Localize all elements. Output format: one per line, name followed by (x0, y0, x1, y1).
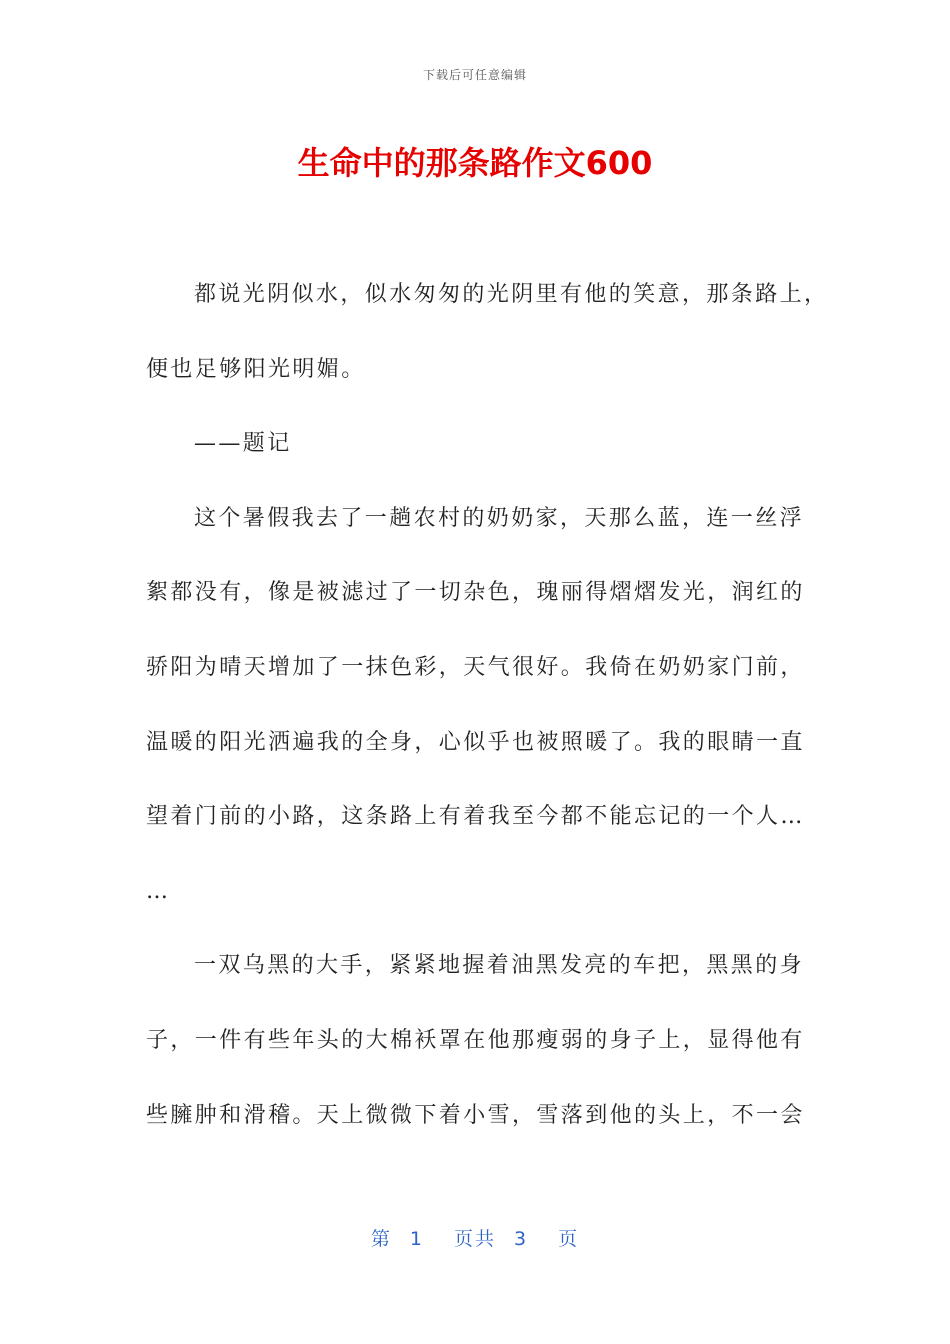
paragraph-line: 子，一件有些年头的大棉袄罩在他那瘦弱的身子上，显得他有 (146, 1027, 805, 1053)
document-body (146, 258, 829, 1153)
paragraph-line: 都说光阴似水，似水匆匆的光阴里有他的笑意，那条路上， (194, 282, 829, 307)
paragraph-line: 絮都没有，像是被滤过了一切杂色，瑰丽得熠熠发光，润红的 (146, 580, 805, 606)
paragraph-line: 一双乌黑的大手，紧紧地握着油黑发亮的车把，黑黑的身 (194, 953, 805, 979)
header-note: 下载后可任意编辑 (422, 68, 527, 82)
current-page-number: 1 (409, 1228, 424, 1250)
paragraph-line: 温暖的阳光洒遍我的全身，心似乎也被照暖了。我的眼睛一直 (146, 729, 805, 755)
document-title: 生命中的那条路作文600 (297, 144, 653, 182)
footer-suffix: 页 (558, 1228, 580, 1250)
paragraph-line: 骄阳为晴天增加了一抹色彩，天气很好。我倚在奶奶家门前， (146, 654, 805, 680)
total-pages-number: 3 (514, 1228, 529, 1250)
paragraph-line: 些臃肿和滑稽。天上微微下着小雪，雪落到他的头上，不一会 (146, 1102, 805, 1128)
paragraph-line: 望着门前的小路，这条路上有着我至今都不能忘记的一个人… (146, 804, 805, 830)
page-footer (0, 1224, 950, 1251)
epigraph-attribution: ——题记 (194, 431, 292, 457)
footer-middle: 页共 (453, 1228, 496, 1250)
paragraph-line: 这个暑假我去了一趟农村的奶奶家，天那么蓝，连一丝浮 (194, 505, 805, 531)
footer-prefix: 第 (370, 1228, 392, 1250)
paragraph-line: 便也足够阳光明媚。 (146, 356, 366, 382)
paragraph-line: … (146, 878, 171, 904)
